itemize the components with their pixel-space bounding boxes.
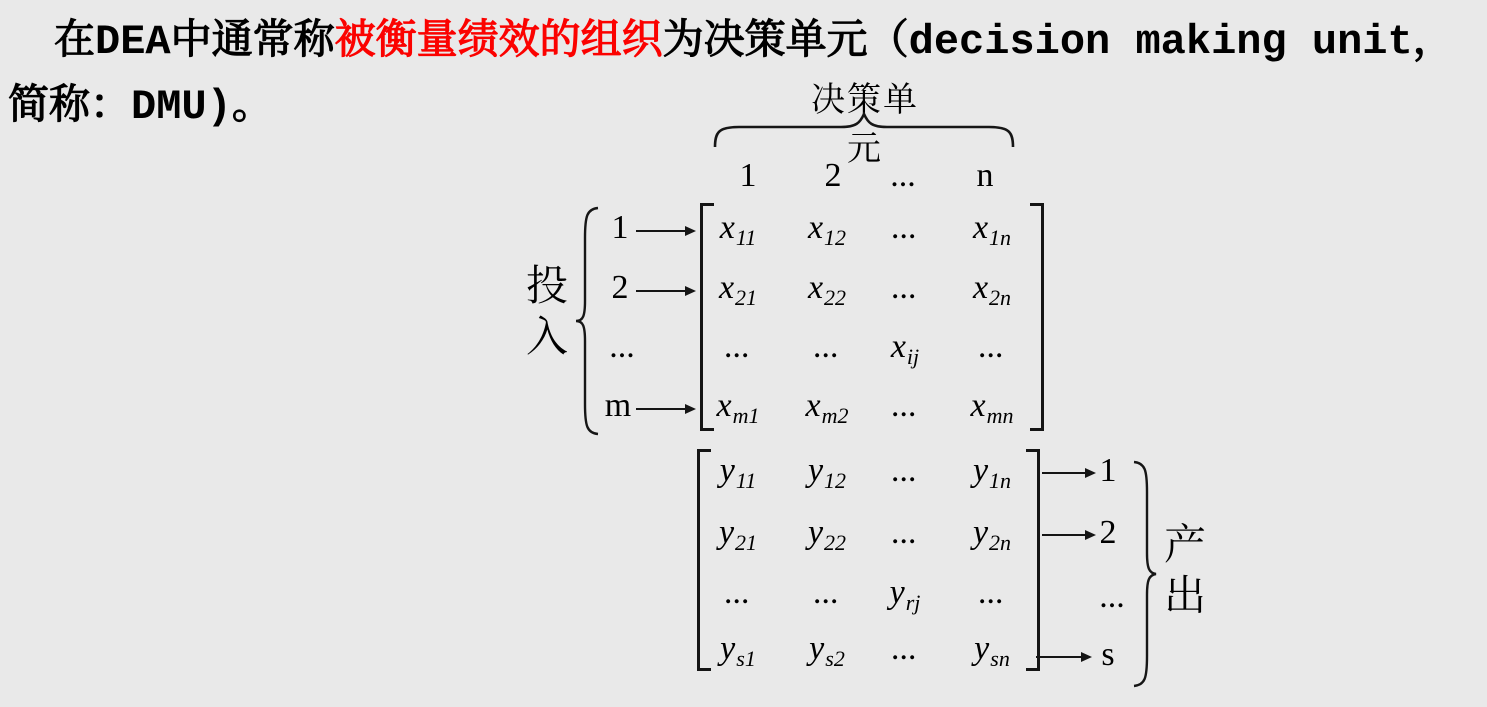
input-matrix-cell: $x_{11}$ — [719, 209, 757, 250]
dmu-acronym: DMU) — [131, 83, 232, 131]
output-matrix-cell: ... — [813, 574, 840, 611]
input-matrix-cell: $x_{22}$ — [807, 269, 847, 310]
output-row-label: s — [1101, 636, 1115, 673]
output-matrix-cell: $y_{22}$ — [807, 514, 847, 555]
input-matrix-cell: $x_{2n}$ — [972, 269, 1012, 310]
input-matrix-cell: ... — [978, 328, 1005, 365]
output-matrix-cell: ... — [724, 574, 751, 611]
fullwidth-comma: ， — [1412, 16, 1454, 62]
intro-text-segment: 。 — [231, 81, 273, 127]
output-row-label: ... — [1099, 578, 1125, 615]
output-row-label: 1 — [1099, 452, 1117, 489]
dmu-top-label: 决策单元 — [811, 82, 919, 168]
input-label-char: 投 — [525, 264, 568, 310]
input-row-label: ... — [609, 328, 635, 365]
dmu-column-header: 2 — [824, 157, 842, 194]
input-row-label: 2 — [611, 269, 629, 306]
output-axis-label — [1162, 521, 1208, 623]
highlighted-text: 被衡量绩效的组织 — [334, 16, 663, 62]
input-matrix-cell: ... — [724, 328, 751, 365]
output-label-char: 产 — [1163, 523, 1206, 569]
dea-acronym: DEA — [95, 18, 171, 66]
intro-text-segment: 为决策单元（ — [662, 16, 909, 62]
output-brace-icon — [1132, 460, 1158, 688]
output-matrix-cell: $y_{12}$ — [807, 452, 847, 493]
output-matrix-cell: $y_{2n}$ — [972, 514, 1012, 555]
dmu-column-header: 1 — [739, 157, 757, 194]
input-row-arrow-icon — [636, 230, 694, 232]
input-matrix-cell: ... — [813, 328, 840, 365]
input-row-arrow-icon — [636, 408, 694, 410]
input-matrix-cell: ... — [891, 387, 918, 424]
input-axis-label — [524, 262, 570, 364]
input-matrix-cell: ... — [891, 269, 918, 306]
input-matrix-cell: $x_{m1}$ — [716, 387, 760, 428]
intro-text-segment: 中通常称 — [170, 16, 335, 62]
output-row-arrow-icon — [1036, 656, 1090, 658]
input-label-char: 入 — [525, 315, 568, 361]
output-matrix-cell: $y_{sn}$ — [974, 630, 1010, 671]
dmu-column-header: ... — [890, 157, 916, 194]
input-row-arrow-icon — [636, 290, 694, 292]
output-matrix-cell: $y_{s1}$ — [720, 630, 756, 671]
input-matrix-cell: $x_{1n}$ — [972, 209, 1012, 250]
output-matrix-cell: ... — [978, 574, 1005, 611]
output-matrix-cell: $y_{s2}$ — [809, 630, 845, 671]
input-matrix-cell: $x_{ij}$ — [890, 328, 920, 369]
output-label-char: 出 — [1163, 574, 1206, 620]
intro-line-1 — [54, 6, 1454, 66]
input-matrix-cell: $x_{21}$ — [718, 269, 758, 310]
input-row-label: 1 — [611, 209, 629, 246]
dmu-column-header: n — [976, 157, 994, 194]
intro-line-2 — [8, 71, 273, 131]
output-row-label: 2 — [1099, 514, 1117, 551]
input-matrix-cell: $x_{m2}$ — [805, 387, 849, 428]
output-matrix-cell: ... — [891, 514, 918, 551]
output-matrix-cell: $y_{1n}$ — [972, 452, 1012, 493]
output-matrix-cell: $y_{11}$ — [719, 452, 757, 493]
intro-text-segment: 在 — [54, 16, 95, 62]
input-row-label: m — [604, 387, 632, 424]
input-matrix-cell: $x_{12}$ — [807, 209, 847, 250]
output-matrix-cell: $y_{rj}$ — [889, 574, 921, 615]
english-term: decision making unit — [908, 18, 1413, 66]
output-matrix-cell: ... — [891, 452, 918, 489]
output-matrix-cell: $y_{21}$ — [718, 514, 758, 555]
intro-text-segment: 简称： — [8, 81, 131, 127]
input-matrix-cell: $x_{mn}$ — [970, 387, 1014, 428]
output-matrix-cell: ... — [891, 630, 918, 667]
dmu-top-brace-icon — [713, 112, 1015, 148]
input-matrix-cell: ... — [891, 209, 918, 246]
